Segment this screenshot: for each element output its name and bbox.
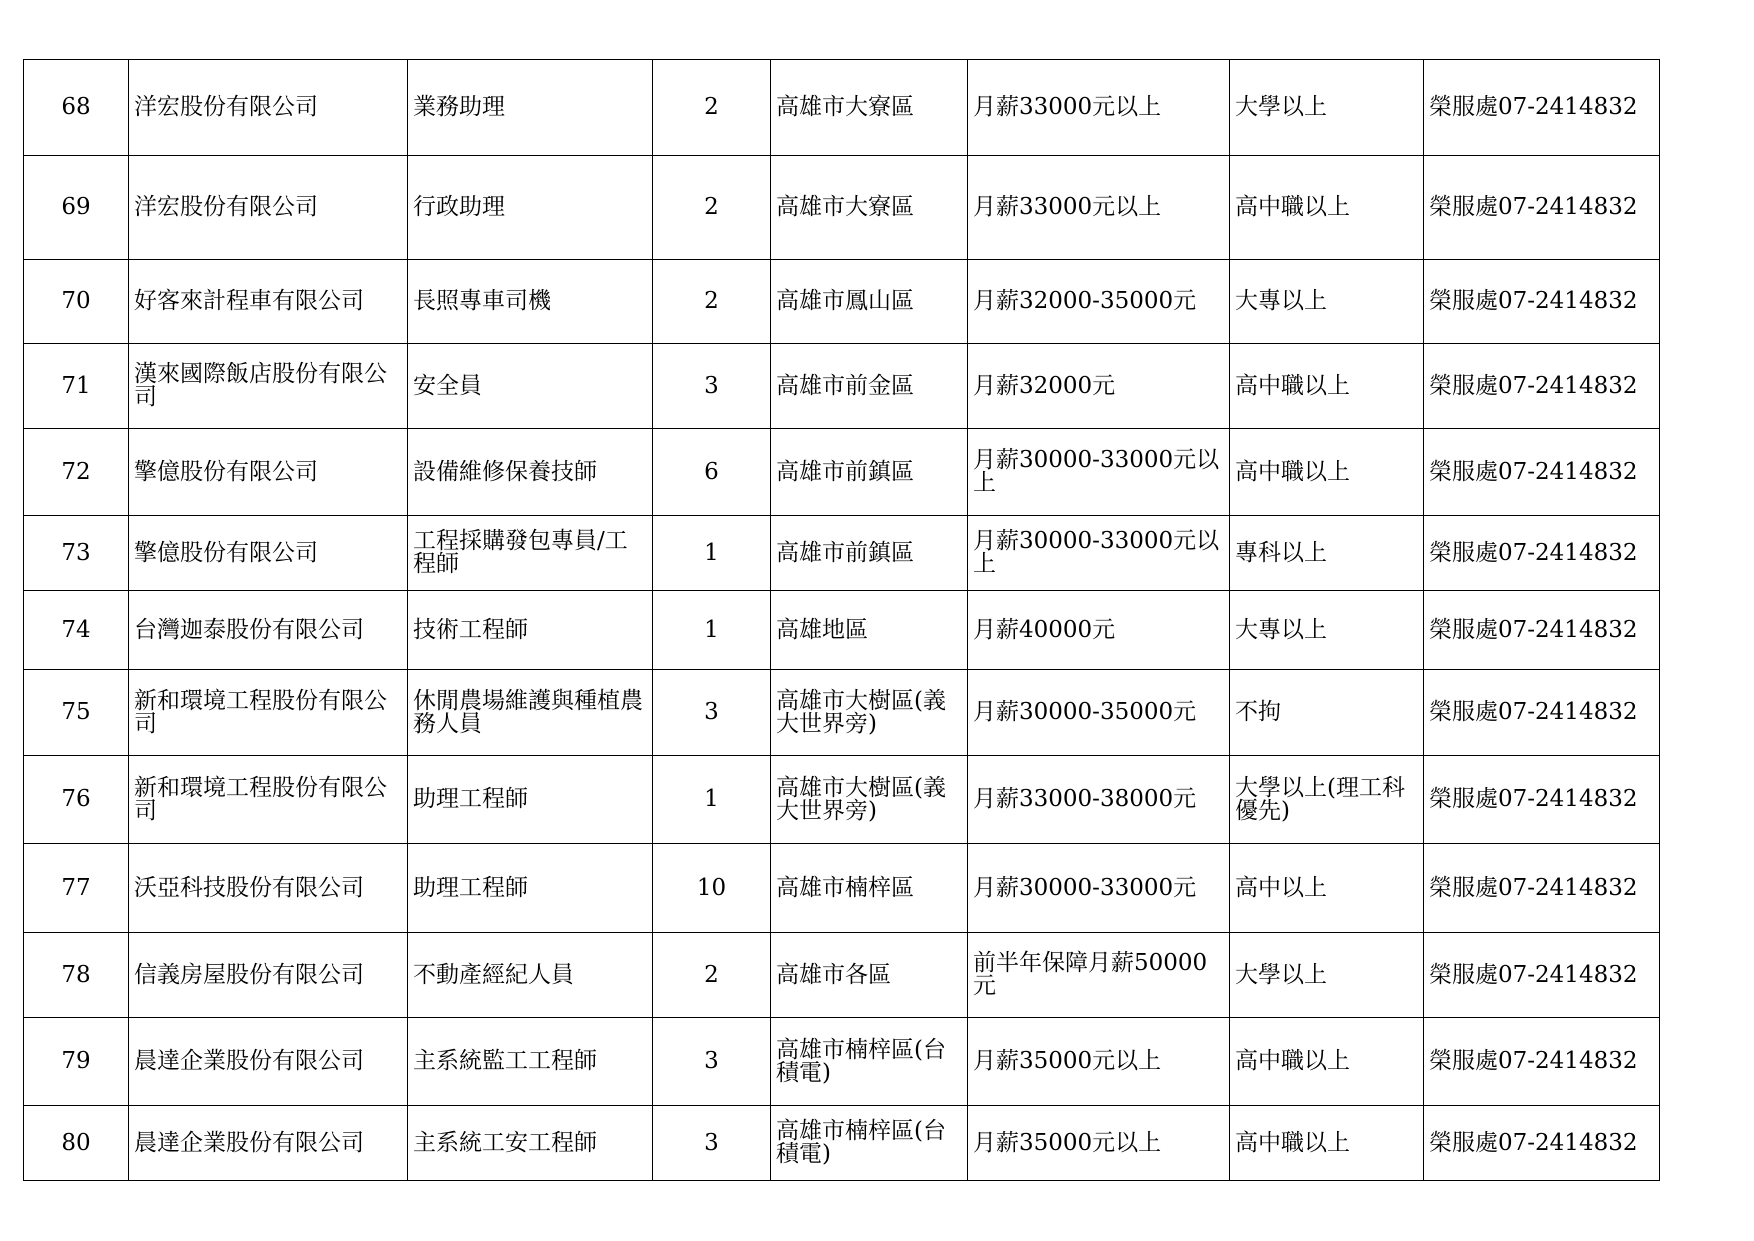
company-name: 新和環境工程股份有限公司	[129, 670, 408, 756]
job-position: 助理工程師	[408, 844, 653, 933]
job-position: 工程採購發包專員/工程師	[408, 516, 653, 591]
row-number: 72	[24, 429, 129, 516]
education-requirement: 高中職以上	[1230, 344, 1424, 429]
company-name: 好客來計程車有限公司	[129, 260, 408, 344]
work-location: 高雄市楠梓區(台積電)	[771, 1106, 968, 1181]
salary: 月薪30000-33000元以上	[968, 429, 1230, 516]
table-row	[24, 1018, 1660, 1106]
education-requirement: 高中職以上	[1230, 1018, 1424, 1106]
table-row	[24, 156, 1660, 260]
work-location: 高雄市前鎮區	[771, 516, 968, 591]
company-name: 洋宏股份有限公司	[129, 60, 408, 156]
company-name: 晨達企業股份有限公司	[129, 1018, 408, 1106]
headcount: 3	[653, 344, 771, 429]
table-row	[24, 670, 1660, 756]
headcount: 1	[653, 591, 771, 670]
row-number: 75	[24, 670, 129, 756]
table-row	[24, 844, 1660, 933]
company-name: 台灣迦泰股份有限公司	[129, 591, 408, 670]
job-position: 業務助理	[408, 60, 653, 156]
salary: 月薪33000元以上	[968, 156, 1230, 260]
job-position: 主系統工安工程師	[408, 1106, 653, 1181]
job-position: 行政助理	[408, 156, 653, 260]
headcount: 3	[653, 670, 771, 756]
work-location: 高雄市楠梓區	[771, 844, 968, 933]
row-number: 68	[24, 60, 129, 156]
headcount: 3	[653, 1106, 771, 1181]
headcount: 2	[653, 260, 771, 344]
job-position: 安全員	[408, 344, 653, 429]
contact: 榮服處07-2414832	[1424, 156, 1660, 260]
job-position: 休閒農場維護與種植農務人員	[408, 670, 653, 756]
job-position: 長照專車司機	[408, 260, 653, 344]
headcount: 2	[653, 156, 771, 260]
salary: 月薪32000元	[968, 344, 1230, 429]
job-position: 不動產經紀人員	[408, 933, 653, 1018]
company-name: 擎億股份有限公司	[129, 516, 408, 591]
salary: 月薪33000-38000元	[968, 756, 1230, 844]
headcount: 3	[653, 1018, 771, 1106]
contact: 榮服處07-2414832	[1424, 516, 1660, 591]
headcount: 6	[653, 429, 771, 516]
row-number: 69	[24, 156, 129, 260]
work-location: 高雄市大樹區(義大世界旁)	[771, 756, 968, 844]
education-requirement: 大專以上	[1230, 260, 1424, 344]
headcount: 10	[653, 844, 771, 933]
row-number: 78	[24, 933, 129, 1018]
company-name: 信義房屋股份有限公司	[129, 933, 408, 1018]
contact: 榮服處07-2414832	[1424, 756, 1660, 844]
work-location: 高雄市鳳山區	[771, 260, 968, 344]
table-row	[24, 429, 1660, 516]
job-position: 主系統監工工程師	[408, 1018, 653, 1106]
job-position: 設備維修保養技師	[408, 429, 653, 516]
salary: 月薪33000元以上	[968, 60, 1230, 156]
contact: 榮服處07-2414832	[1424, 1018, 1660, 1106]
headcount: 1	[653, 516, 771, 591]
education-requirement: 大學以上(理工科優先)	[1230, 756, 1424, 844]
salary: 月薪32000-35000元	[968, 260, 1230, 344]
job-position: 技術工程師	[408, 591, 653, 670]
salary: 月薪30000-35000元	[968, 670, 1230, 756]
work-location: 高雄市大寮區	[771, 156, 968, 260]
work-location: 高雄市楠梓區(台積電)	[771, 1018, 968, 1106]
table-row	[24, 344, 1660, 429]
table-row	[24, 60, 1660, 156]
table-row	[24, 756, 1660, 844]
contact: 榮服處07-2414832	[1424, 344, 1660, 429]
table-row	[24, 933, 1660, 1018]
work-location: 高雄市前鎮區	[771, 429, 968, 516]
education-requirement: 專科以上	[1230, 516, 1424, 591]
contact: 榮服處07-2414832	[1424, 844, 1660, 933]
salary: 月薪40000元	[968, 591, 1230, 670]
table-row	[24, 1106, 1660, 1181]
table-row	[24, 516, 1660, 591]
row-number: 77	[24, 844, 129, 933]
work-location: 高雄地區	[771, 591, 968, 670]
row-number: 70	[24, 260, 129, 344]
row-number: 74	[24, 591, 129, 670]
contact: 榮服處07-2414832	[1424, 670, 1660, 756]
work-location: 高雄市前金區	[771, 344, 968, 429]
work-location: 高雄市大樹區(義大世界旁)	[771, 670, 968, 756]
company-name: 漢來國際飯店股份有限公司	[129, 344, 408, 429]
row-number: 79	[24, 1018, 129, 1106]
work-location: 高雄市各區	[771, 933, 968, 1018]
work-location: 高雄市大寮區	[771, 60, 968, 156]
table-row	[24, 591, 1660, 670]
headcount: 2	[653, 60, 771, 156]
contact: 榮服處07-2414832	[1424, 933, 1660, 1018]
contact: 榮服處07-2414832	[1424, 429, 1660, 516]
contact: 榮服處07-2414832	[1424, 591, 1660, 670]
company-name: 洋宏股份有限公司	[129, 156, 408, 260]
education-requirement: 高中職以上	[1230, 429, 1424, 516]
salary: 月薪35000元以上	[968, 1018, 1230, 1106]
education-requirement: 高中職以上	[1230, 156, 1424, 260]
education-requirement: 大專以上	[1230, 591, 1424, 670]
contact: 榮服處07-2414832	[1424, 60, 1660, 156]
company-name: 沃亞科技股份有限公司	[129, 844, 408, 933]
company-name: 晨達企業股份有限公司	[129, 1106, 408, 1181]
headcount: 1	[653, 756, 771, 844]
headcount: 2	[653, 933, 771, 1018]
row-number: 73	[24, 516, 129, 591]
education-requirement: 高中以上	[1230, 844, 1424, 933]
row-number: 76	[24, 756, 129, 844]
education-requirement: 大學以上	[1230, 60, 1424, 156]
company-name: 擎億股份有限公司	[129, 429, 408, 516]
job-listing-table	[23, 59, 1660, 1181]
salary: 月薪30000-33000元以上	[968, 516, 1230, 591]
education-requirement: 高中職以上	[1230, 1106, 1424, 1181]
salary: 月薪30000-33000元	[968, 844, 1230, 933]
education-requirement: 大學以上	[1230, 933, 1424, 1018]
salary: 前半年保障月薪50000元	[968, 933, 1230, 1018]
contact: 榮服處07-2414832	[1424, 260, 1660, 344]
table-row	[24, 260, 1660, 344]
company-name: 新和環境工程股份有限公司	[129, 756, 408, 844]
row-number: 80	[24, 1106, 129, 1181]
salary: 月薪35000元以上	[968, 1106, 1230, 1181]
contact: 榮服處07-2414832	[1424, 1106, 1660, 1181]
job-position: 助理工程師	[408, 756, 653, 844]
education-requirement: 不拘	[1230, 670, 1424, 756]
row-number: 71	[24, 344, 129, 429]
